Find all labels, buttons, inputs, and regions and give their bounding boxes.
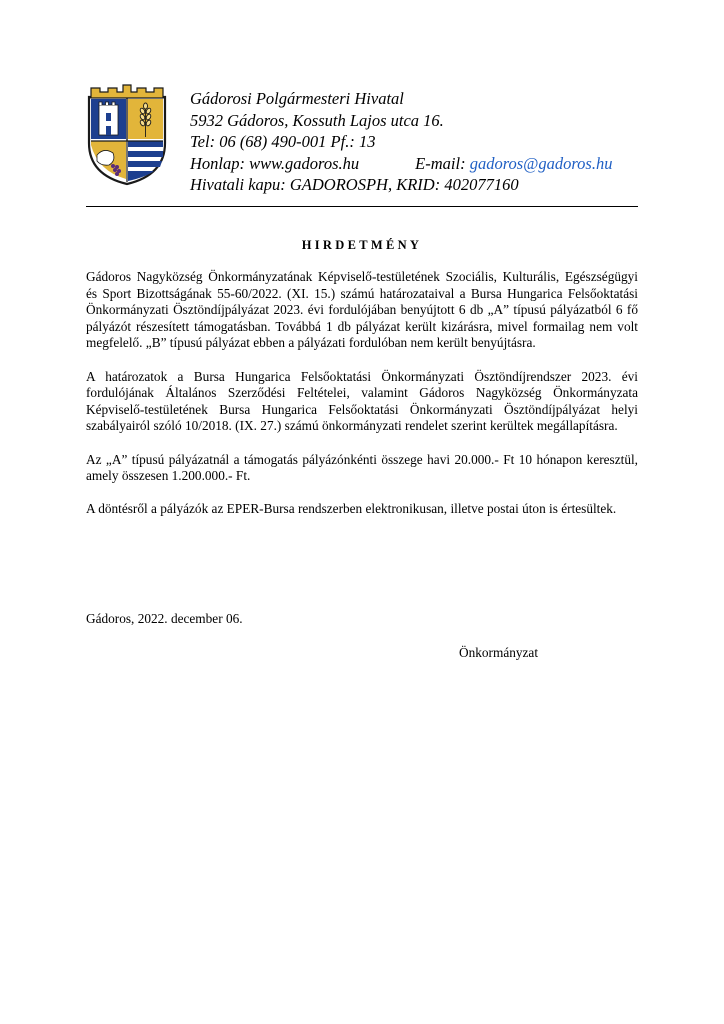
email-label: E-mail: <box>415 153 470 173</box>
shield-lower-right-stripes <box>128 141 163 181</box>
office-name: Gádorosi Polgármesteri Hivatal <box>190 89 404 108</box>
office-address: 5932 Gádoros, Kossuth Lajos utca 16. <box>190 110 444 130</box>
office-phone: Tel: 06 (68) 490-001 Pf.: 13 <box>190 132 376 152</box>
document-title: HIRDETMÉNY <box>301 238 423 252</box>
shield-crown-band <box>91 85 163 98</box>
paragraph-3: Az „A” típusú pályázatnál a támogatás pályázónkénti összege havi 20.000.- Ft 10 hónapon keresztül, amely összesen 1.200.000.- Ft. <box>86 451 638 484</box>
email-link[interactable]: gadoros@gadoros.hu <box>469 153 613 173</box>
paragraph-1: Gádoros Nagyközség Önkormányzatának Képviselő-testületének Szociális, Kulturális, Egészségügyi és Sport Bizottságának 55-60/2022. (XI. 15.) számú határozataival a Bursa Hungarica Felsőoktatási Önkormányzati Ösztöndíjpályázat 2023. évi fordulójában benyújtott 6 db „A” típusú pályázatból 6 fő pályázót részesített támogatásban. Továbbá 1 db pályázat került kizárásra, mivel formailag nem volt megfelelő. „B” típusú pályázat ebben a pályázati fordulóban nem került benyújtásra. <box>86 269 638 351</box>
municipal-coat-of-arms <box>86 83 168 186</box>
hivatali-kapu: Hivatali kapu: GADOROSPH, KRID: 402077160 <box>190 175 519 195</box>
document-body <box>86 269 638 535</box>
signature: Önkormányzat <box>459 645 539 660</box>
letterhead <box>190 88 612 196</box>
paragraph-2: A határozatok a Bursa Hungarica Felsőoktatási Önkormányzati Ösztöndíjrendszer 2023. évi fordulójának Általános Szerződési Feltételei, valamint Gádoros Nagyközség Önkormányzata Képviselő-testületének Bursa Hungarica Felsőoktatási Önkormányzati Ösztöndíjpályázat helyi szabályairól szóló 10/2018. (IX. 27.) számú önkormányzati rendelet szerint kerültek megállapításra. <box>86 368 638 434</box>
coat-of-arms-icon <box>86 83 168 186</box>
paragraph-4: A döntésről a pályázók az EPER-Bursa rendszerben elektronikusan, illetve postai úton is értesültek. <box>86 501 617 517</box>
document-date: Gádoros, 2022. december 06. <box>86 611 243 626</box>
website-text: Honlap: www.gadoros.hu <box>190 153 360 173</box>
contact-line <box>190 153 612 175</box>
header-divider <box>86 206 638 207</box>
